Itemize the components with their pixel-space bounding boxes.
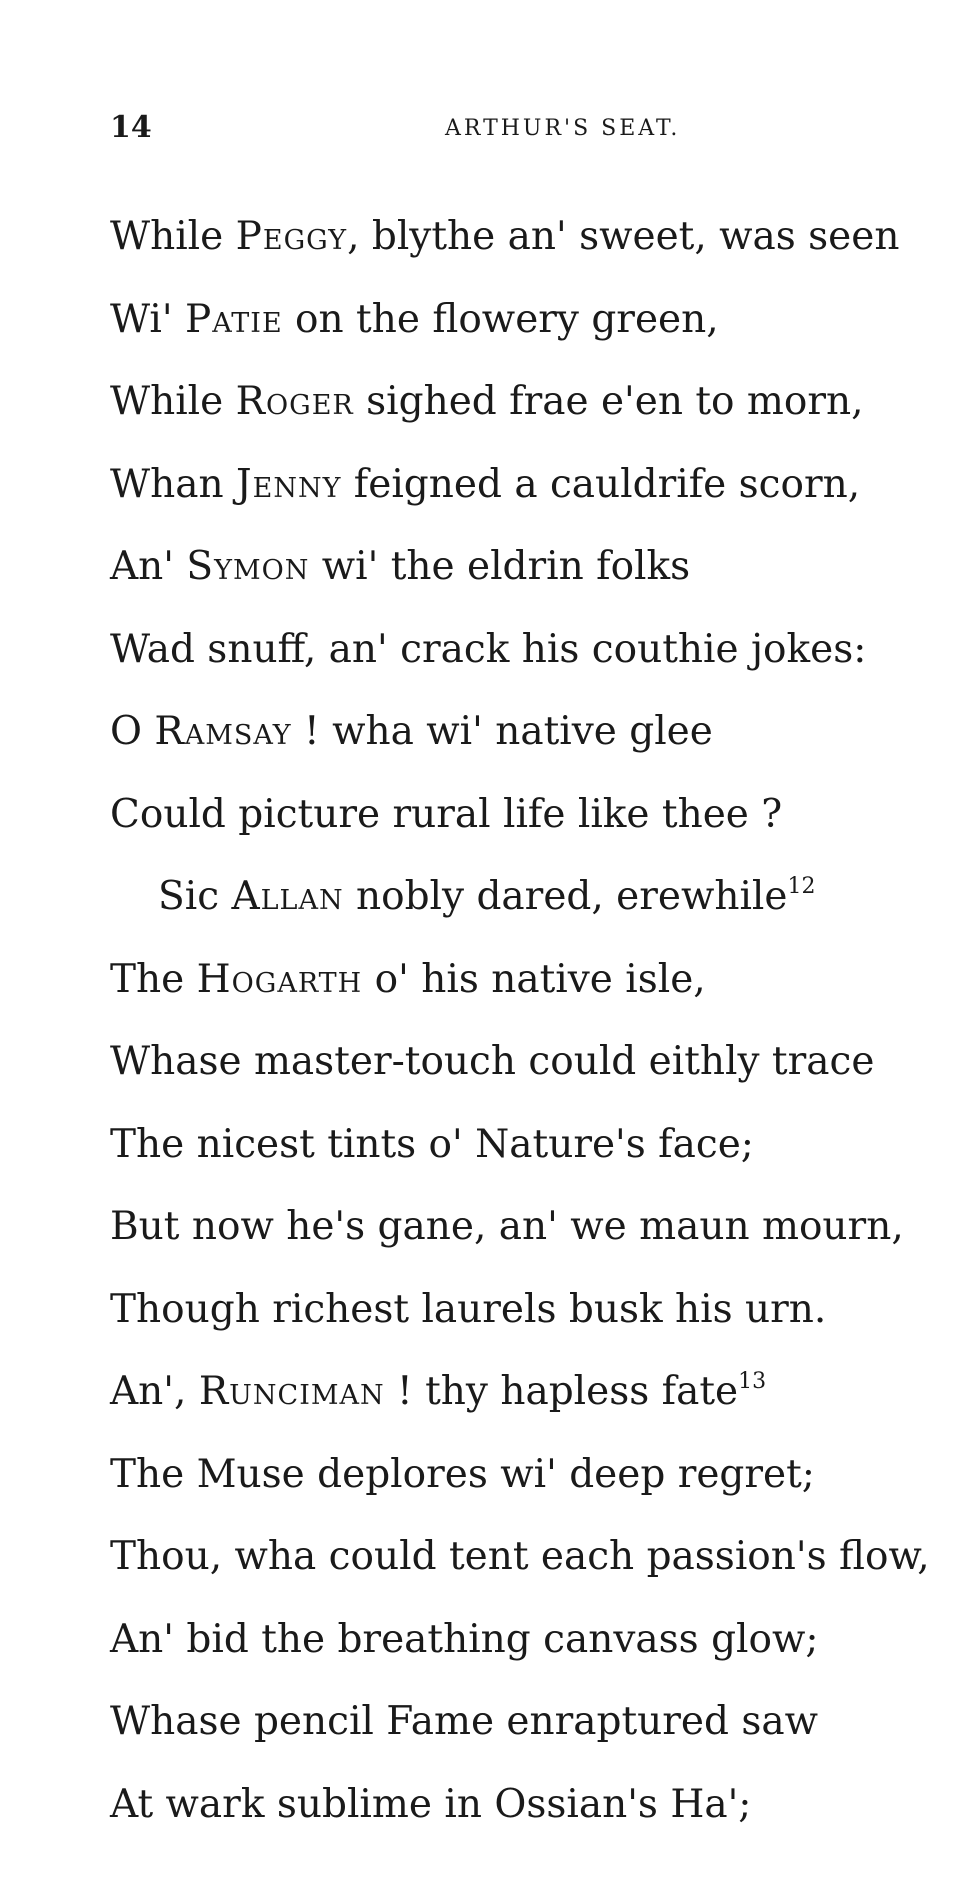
page-number: 14 [110,110,152,145]
running-head: ARTHUR'S SEAT. [445,116,681,141]
poem-line: While Roger sighed frae e'en to morn, [110,379,864,424]
character-name: Allan [231,874,344,919]
character-name: Jenny [235,461,342,507]
character-name: Ramsay [154,709,292,754]
poem-line: Though richest laurels busk his urn. [110,1286,827,1332]
poem-line: The Muse deplores wi' deep regret; [110,1451,815,1497]
character-name: Patie [185,296,283,342]
poem-line: The nicest tints o' Nature's face; [110,1121,754,1167]
character-name: Symon [186,544,310,589]
poem-line: Whase pencil Fame enraptured saw [110,1699,818,1744]
poem-line: Could picture rural life like thee ? [110,791,783,837]
poem-line: Whase master-touch could eithly trace [110,1039,875,1084]
poem-line: Wi' Patie on the flowery green, [110,296,719,342]
poem-text [110,196,930,1846]
poem-line-indented: Sic Allan nobly dared, erewhile$^{12}$ [158,874,816,919]
poem-line: An' bid the breathing canvass glow; [110,1616,819,1662]
poem-line: While Peggy, blythe an' sweet, was seen [110,214,900,259]
poem-line: O Ramsay ! wha wi' native glee [110,709,713,754]
page-header [110,110,790,160]
poem-line: Wad snuff, an' crack his couthie jokes: [110,626,867,672]
poem-line: Thou, wha could tent each passion's flow, [110,1534,930,1579]
footnote-marker: 13 [738,1369,767,1394]
character-name: Peggy [235,214,348,259]
poem-line: An' Symon wi' the eldrin folks [110,544,691,589]
poem-line: Whan Jenny feigned a cauldrife scorn, [110,461,861,507]
character-name: Hogarth [196,956,363,1002]
poem-line: At wark sublime in Ossian's Ha'; [110,1781,752,1827]
poem-line: An', Runciman ! thy hapless fate$^{13}$ [110,1369,767,1414]
character-name: Runciman [198,1369,385,1414]
footnote-marker: 12 [787,874,816,899]
poem-line: But now he's gane, an' we maun mourn, [110,1204,904,1249]
poem-line: The Hogarth o' his native isle, [110,956,706,1002]
character-name: Roger [235,379,354,424]
